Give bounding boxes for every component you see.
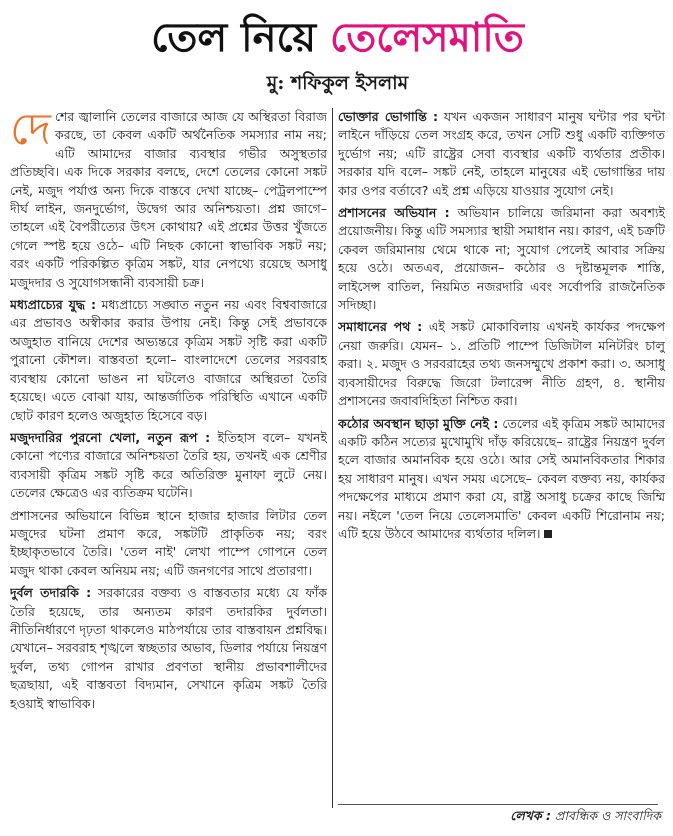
section-5-text: অভিযান চালিয়ে জরিমানা করা অবশ্যই প্রয়োজনীয়। কিন্তু এটি সমস্যার স্থায়ী সমাধান নয়। কারণ, এই চক্রটি কেবল জরিমানায় থেমে থাকে না; সুযোগ পেলেই আবার সক্রিয় হয়ে ওঠে। অতএব, প্রয়োজন– কঠোর ও দৃষ্টান্তমূলক শাস্তি, লাইসেন্স বাতিল, নিয়মিত নজরদারি এবং সর্বোপরি রাজনৈতিক সদিচ্ছা। bbox=[338, 205, 665, 313]
author-rule bbox=[338, 804, 658, 805]
author-credit bbox=[510, 808, 661, 828]
section-7-text: তেলের এই কৃত্রিম সঙ্কট আমাদের একটি কঠিন সত্যের মুখোমুখি দাঁড় করিয়েছে– রাষ্ট্রের নিয়ন্ত্রণ দুর্বল হলে বাজার অমানবিক হয়ে ওঠে। আর সেই অমানবিকতার শিকার হয় সাধারণ মানুষ। এখন সময় এসেছে– কেবল বক্তব্য নয়, কার্যকর পদক্ষেপের মাধ্যমে প্রমাণ করা যে, রাষ্ট্র অসাধু চক্রের কাছে জিম্মি নয়। নইলে 'তেল নিয়ে তেলেসমাতি' কেবল একটি শিরোনাম নয়; এটি হয়ে উঠবে আমাদের ব্যর্থতার দলিল। bbox=[338, 415, 665, 541]
section-2 bbox=[10, 429, 327, 503]
section-1-title: মধ্যপ্রাচ্যের যুদ্ধ : bbox=[10, 297, 97, 313]
section-7-title: কঠোর অবস্থান ছাড়া মুক্তি নেই : bbox=[338, 415, 499, 431]
section-6 bbox=[338, 318, 665, 410]
left-column bbox=[10, 108, 327, 808]
section-2-text-2: প্রশাসনের অভিযানে বিভিন্ন স্থানে হাজার হাজার লিটার তেল মজুদের ঘটনা প্রমাণ করে, সঙ্কটটি প্রাকৃতিক নয়; বরং ইচ্ছাকৃতভাবে তৈরি। 'তেল নাই' লেখা পাম্পে গোপনে তেল মজুদ থাকা কেবল অনিয়ম নয়; এটি জনগণের সাথে প্রতারণা। bbox=[10, 507, 327, 578]
section-6-title: সমাধানের পথ : bbox=[338, 319, 423, 335]
article-body bbox=[10, 108, 665, 808]
section-1 bbox=[10, 296, 327, 425]
section-5 bbox=[338, 204, 665, 314]
column-divider bbox=[332, 108, 333, 808]
section-2-continued bbox=[10, 507, 327, 581]
intro-paragraph bbox=[10, 108, 327, 292]
headline bbox=[10, 12, 665, 66]
section-4 bbox=[338, 108, 665, 200]
section-4-title: ভোক্তার ভোগান্তি : bbox=[338, 109, 439, 124]
section-6-text: এই সঙ্কট মোকাবিলায় এখনই কার্যকর পদক্ষেপ নেয়া জরুরি। যেমন– ১. প্রতিটি পাম্পে ডিজিটাল মনিটরিং চালু করা। ২. মজুদ ও সরবরাহের তথ্য জনসম্মুখে প্রকাশ করা। ৩. অসাধু ব্যবসায়ীদের বিরুদ্ধে জিরো টলারেন্স নীতি গ্রহণ, ৪. স্থানীয় প্রশাসনের জবাবদিহিতা নিশ্চিত করা। bbox=[338, 319, 665, 409]
section-2-text: ইতিহাস বলে– যখনই কোনো পণ্যের বাজারে অনিশ্চয়তা তৈরি হয়, তখনই এক শ্রেণীর ব্যবসায়ী কৃত্রিম সঙ্কট সৃষ্টি করে অতিরিক্ত মুনাফা লুটে নেয়। তেলের ক্ষেত্রেও এর ব্যতিক্রম ঘটেনি। bbox=[10, 429, 327, 501]
headline-part-2: তেলেসমাতি bbox=[330, 14, 524, 61]
section-2-title: মজুদদারির পুরনো খেলা, নতুন রূপ : bbox=[10, 429, 211, 445]
author-role: প্রাবন্ধিক ও সাংবাদিক bbox=[554, 808, 661, 823]
section-7 bbox=[338, 415, 665, 544]
dropcap: দে bbox=[10, 108, 51, 155]
intro-text: শের জ্বালানি তেলের বাজারে আজ যে অস্থিরতা বিরাজ করছে, তা কেবল একটি অর্থনৈতিক সমস্যার নাম নয়; এটি আমাদের বাজার ব্যবস্থার গভীর অসুস্থতার প্রতিচ্ছবি। এক দিকে সরকার বলছে, দেশে তেলের কোনো সঙ্কট নেই, মজুদ পর্যাপ্ত অন্য দিকে বাস্তবে দেখা যাচ্ছে– পেট্রলপাম্পে দীর্ঘ লাইন, জনদুর্ভোগ, উদ্বেগ আর অনিশ্চয়তা। প্রশ্ন জাগে– তাহলে এই বৈপরীত্যের উৎস কোথায়? এই প্রশ্নের উত্তর খুঁজতে গেলে স্পষ্ট হয়ে ওঠে– এটি নিছক কোনো স্বাভাবিক সঙ্কট নয়; বরং একটি পরিকল্পিত কৃত্রিম সঙ্কট, যার নেপথ্যে রয়েছে অসাধু মজুদদার ও সুযোগসন্ধানী ব্যবসায়ী চক্র। bbox=[10, 109, 327, 290]
byline: মু: শফিকুল ইসলাম bbox=[266, 72, 409, 94]
end-mark bbox=[544, 530, 552, 538]
section-3-text: সরকারের বক্তব্য ও বাস্তবতার মধ্যে যে ফাঁক তৈরি হয়েছে, তার অন্যতম কারণ তদারকির দুর্বলতা। নীতিনির্ধারণে দৃঢ়তা থাকলেও মাঠপর্যায়ে তার বাস্তবায়ন প্রশ্নবিদ্ধ। যেখানে– সরবরাহ শৃঙ্খলে স্বচ্ছতার অভাব, ডিলার পর্যায়ে নিয়ন্ত্রণ দুর্বল, তথ্য গোপন রাখার প্রবণতা স্থানীয় প্রভাবশালীদের ছত্রছায়া, এই বাস্তবতা বিদ্যমান, সেখানে কৃত্রিম সঙ্কট তৈরি হওয়াই স্বাভাবিক। bbox=[10, 585, 327, 711]
author-label: লেখক : bbox=[510, 808, 551, 823]
section-3 bbox=[10, 584, 327, 713]
section-4-text: যখন একজন সাধারণ মানুষ ঘন্টার পর ঘন্টা লাইনে দাঁড়িয়ে তেল সংগ্রহ করে, তখন সেটি শুধু একটি ব্যক্তিগত দুর্ভোগ নয়; এটি রাষ্ট্রের সেবা ব্যবস্থার একটি ব্যর্থতার প্রতীক। সরকার যদি বলে– সঙ্কট নেই, তাহলে মানুষের এই ভোগান্তির দায় কার ওপর বর্তাবে? এই প্রশ্ন এড়িয়ে যাওয়ার সুযোগ নেই। bbox=[338, 109, 665, 198]
headline-part-1: তেল নিয়ে bbox=[151, 14, 317, 61]
right-column bbox=[338, 108, 665, 808]
section-5-title: প্রশাসনের অভিযান : bbox=[338, 205, 450, 221]
section-1-text: মধ্যপ্রাচ্যে সঙ্ঘাত নতুন নয় এবং বিশ্ববাজারে এর প্রভাবও অস্বীকার করার উপায় নেই। কিন্তু সেই প্রভাবকে অজুহাত বানিয়ে দেশের অভ্যন্তরে কৃত্রিম সঙ্কট সৃষ্টি করা একটি পুরানো কৌশল। বাস্তবতা হলো– বাংলাদেশে তেলের সরবরাহ ব্যবস্থায় কোনো ভাঙন না ঘটলেও বাজারে অস্থিরতা তৈরি হয়েছে। এতে বোঝা যায়, আন্তর্জাতিক পরিস্থিতি এখানে একটি ছোট কারণ হলেও অজুহাত হিসেবে বড়। bbox=[10, 297, 327, 423]
section-3-title: দুর্বল তদারকি : bbox=[10, 585, 92, 601]
